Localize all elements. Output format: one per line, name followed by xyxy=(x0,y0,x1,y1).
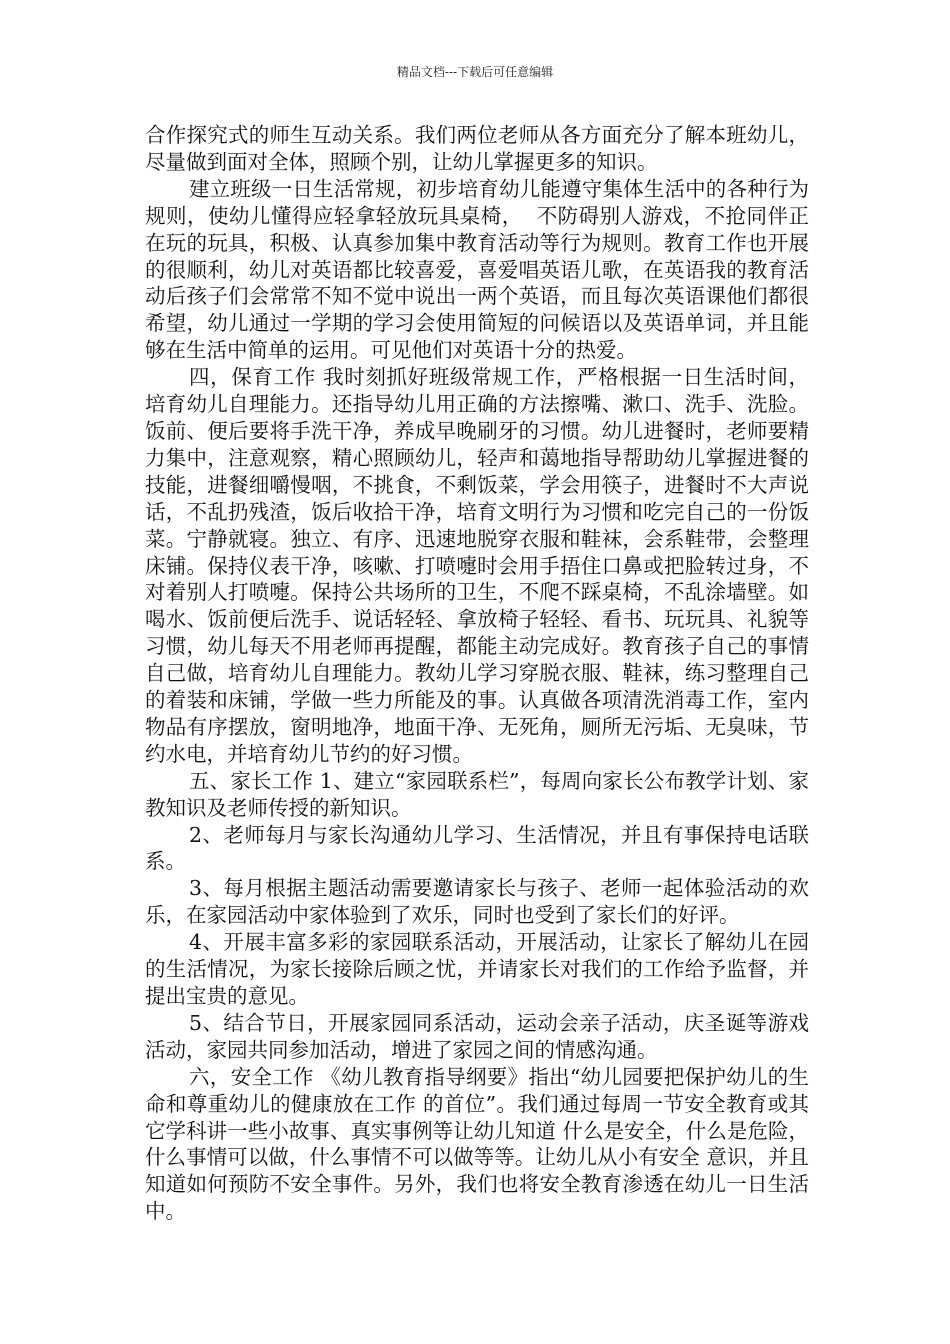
paragraph-parent-work-2: 2、老师每月与家长沟通幼儿学习、生活情况，并且有事保持电话联系。 xyxy=(145,822,809,874)
page-header: 精品文档---下载后可任意编辑 xyxy=(396,65,554,79)
paragraph-safety-work: 六，安全工作 《幼儿教育指导纲要》指出“幼儿园要把保护幼儿的生命和尊重幼儿的健康放在工作 的首位”。我们通过每周一节安全教育或其它学科讲一些小故事、真实事例等让幼儿知道 什么是安全，什么是危险，什么事情可以做，什么事情不可以做等等。让幼儿从小有安全 意识，并且知道如何预防不安全事件。另外，我们也将安全教育渗透在幼儿一日生活中。 xyxy=(145,1064,809,1224)
paragraph-intro-continuation: 合作探究式的师生互动关系。我们两位老师从各方面充分了解本班幼儿，尽量做到面对全体，照顾个别，让幼儿掌握更多的知识。 xyxy=(145,123,809,174)
paragraph-care-work: 四，保育工作 我时刻抓好班级常规工作，严格根据一日生活时间，培育幼儿自理能力。还指导幼儿用正确的方法擦嘴、漱口、洗手、洗脸。饭前、便后要将手洗干净，养成早晚刷牙的习惯。幼儿进餐时，老师要精力集中，注意观察，精心照顾幼儿，轻声和蔼地指导帮助幼儿掌握进餐的技能，进餐细嚼慢咽，不挑食，不剩饭菜，学会用筷子，进餐时不大声说话，不乱扔残渣，饭后收拾干净，培育文明行为习惯和吃完自己的一份饭菜。宁静就寝。独立、有序、迅速地脱穿衣服和鞋袜，会系鞋带，会整理床铺。保持仪表干净，咳嗽、打喷嚏时会用手捂住口鼻或把脸转过身，不对着别人打喷嚏。保持公共场所的卫生，不爬不踩桌椅，不乱涂墙壁。如喝水、饭前便后洗手、说话轻轻、拿放椅子轻轻、看书、玩玩具、礼貌等习惯，幼儿每天不用老师再提醒，都能主动完成好。教育孩子自己的事情自己做，培育幼儿自理能力。教幼儿学习穿脱衣服、鞋袜，练习整理自己的着装和床铺，学做一些力所能及的事。认真做各项清洗消毒工作，室内物品有序摆放，窗明地净，地面干净、无死角，厕所无污垢、无臭味，节约水电，并培育幼儿节约的好习惯。 xyxy=(145,365,809,766)
paragraph-parent-work-1: 五、家长工作 1、建立“家园联系栏”，每周向家长公布教学计划、家教知识及老师传授的新知识。 xyxy=(145,768,809,820)
paragraph-daily-routine: 建立班级一日生活常规，初步培育幼儿能遵守集体生活中的各种行为规则，使幼儿懂得应轻拿轻放玩具桌椅， 不防碍别人游戏，不抢同伴正在玩的玩具，积极、认真参加集中教育活动等行为规则。教育工作也开展的很顺利，幼儿对英语都比较喜爱，喜爱唱英语儿歌，在英语我的教育活动后孩子们会常常不知不觉中说出一两个英语，而且每次英语课他们都很希望，幼儿通过一学期的学习会使用简短的问候语以及英语单词，并且能够在生活中简单的运用。可见他们对英语十分的热爱。 xyxy=(145,176,809,363)
paragraph-parent-work-4: 4、开展丰富多彩的家园联系活动，开展活动，让家长了解幼儿在园的生活情况，为家长接除后顾之忧，并请家长对我们的工作给予监督，并提出宝贵的意见。 xyxy=(145,930,809,1008)
paragraph-parent-work-5: 5、结合节日，开展家园同系活动，运动会亲子活动，庆圣诞等游戏活动，家园共同参加活动，增进了家园之间的情感沟通。 xyxy=(145,1010,809,1062)
paragraph-parent-work-3: 3、每月根据主题活动需要邀请家长与孩子、老师一起体验活动的欢乐，在家园活动中家体验到了欢乐，同时也受到了家长们的好评。 xyxy=(145,876,809,928)
document-body xyxy=(145,122,809,1225)
